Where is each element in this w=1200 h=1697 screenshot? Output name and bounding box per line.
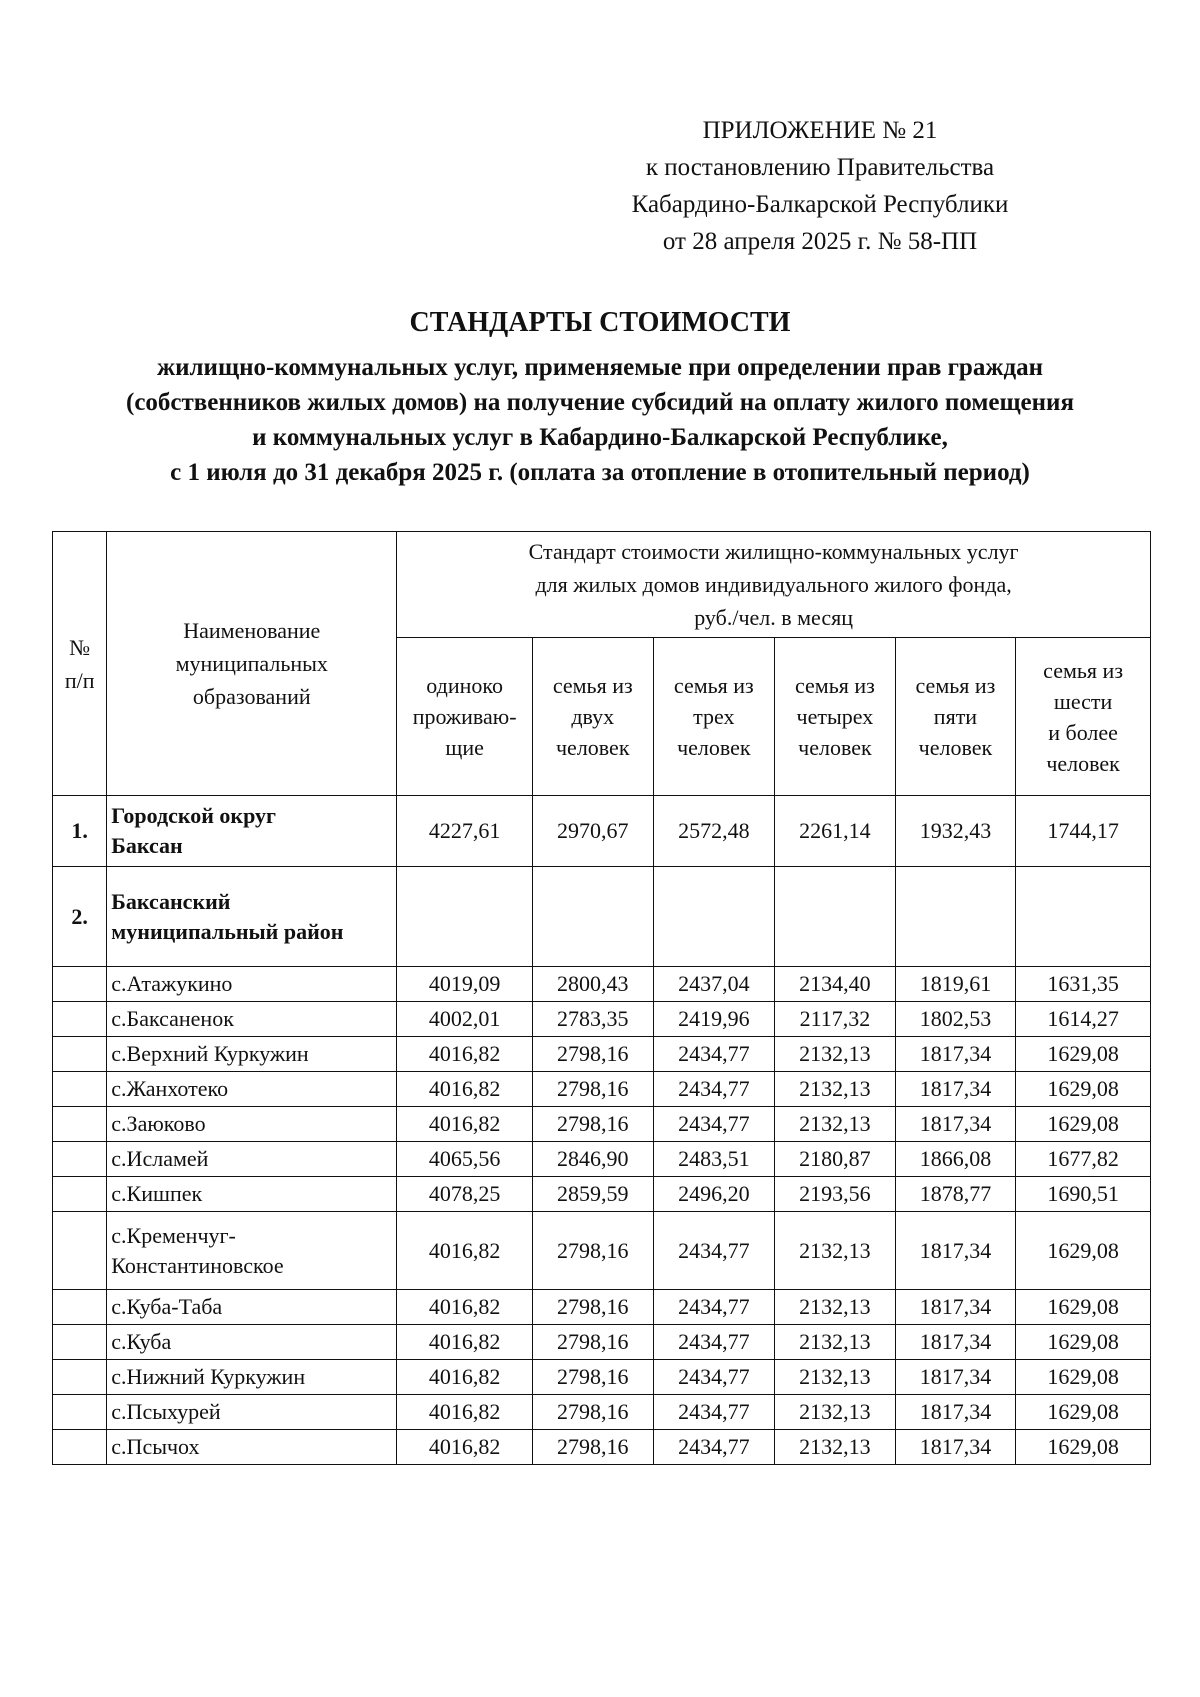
header-household-line: человек — [555, 735, 630, 760]
subtitle-line: (собственников жилых домов) на получение субсидий на оплату жилого помещения — [126, 389, 1074, 416]
cost-value: 1817,34 — [895, 1290, 1016, 1325]
cost-value: 4016,82 — [397, 1360, 533, 1395]
header-household-line: трех — [693, 704, 735, 729]
cost-value: 1629,08 — [1016, 1290, 1151, 1325]
cost-value: 4016,82 — [397, 1072, 533, 1107]
header-household-line: семья из — [552, 673, 633, 698]
subtitle-line: и коммунальных услуг в Кабардино-Балкарской Республике, — [252, 424, 948, 451]
appendix-date: от 28 апреля 2025 г. № 58-ПП — [662, 228, 978, 255]
municipality-name-line: с.Атажукино — [111, 971, 233, 996]
cost-value: 4078,25 — [397, 1177, 533, 1212]
header-household-col — [895, 638, 1016, 796]
municipality-name-line: с.Баксаненок — [111, 1006, 234, 1031]
municipality-name-line: с.Заюково — [111, 1111, 206, 1136]
header-household-col — [653, 638, 775, 796]
cost-value: 1878,77 — [895, 1177, 1016, 1212]
cost-value: 1817,34 — [895, 1325, 1016, 1360]
municipality-name — [107, 967, 397, 1002]
municipality-name-line: Константиновское — [111, 1252, 284, 1278]
cost-value: 2132,13 — [775, 1072, 896, 1107]
cost-value: 2434,77 — [653, 1430, 775, 1465]
municipality-name — [107, 1290, 397, 1325]
header-municipality-line: муниципальных — [175, 651, 328, 676]
cost-value: 1932,43 — [895, 796, 1016, 867]
table-row — [53, 1325, 1151, 1360]
municipality-name-line: муниципальный район — [111, 918, 344, 944]
cost-value: 4016,82 — [397, 1037, 533, 1072]
cost-value: 2434,77 — [653, 1325, 775, 1360]
municipality-name-line: с.Кременчуг- — [111, 1222, 236, 1248]
municipality-name — [107, 1142, 397, 1177]
appendix-decree: к постановлению Правительства — [645, 154, 995, 181]
cost-value: 2132,13 — [775, 1107, 896, 1142]
header-cost-standard — [397, 532, 1151, 638]
cost-value — [895, 867, 1016, 967]
table-row — [53, 1037, 1151, 1072]
municipality-name-line: Баксан — [111, 833, 183, 858]
row-number — [53, 1290, 107, 1325]
cost-value: 2572,48 — [653, 796, 775, 867]
cost-value: 1629,08 — [1016, 1360, 1151, 1395]
header-household-col — [775, 638, 896, 796]
cost-value: 2783,35 — [532, 1002, 653, 1037]
row-number — [53, 1395, 107, 1430]
municipality-name — [107, 1430, 397, 1465]
cost-value: 2132,13 — [775, 1395, 896, 1430]
cost-value: 2846,90 — [532, 1142, 653, 1177]
municipality-name-line: с.Кишпек — [111, 1181, 203, 1206]
cost-value: 2132,13 — [775, 1290, 896, 1325]
cost-value: 2134,40 — [775, 967, 896, 1002]
cost-value: 1817,34 — [895, 1430, 1016, 1465]
municipality-name — [107, 1212, 397, 1290]
table-row — [53, 1395, 1151, 1430]
cost-value: 2117,32 — [775, 1002, 896, 1037]
appendix-block — [560, 112, 1080, 260]
municipality-name-line: с.Нижний Куркужин — [111, 1364, 306, 1389]
cost-value: 2132,13 — [775, 1037, 896, 1072]
cost-value: 1629,08 — [1016, 1107, 1151, 1142]
municipality-name-line: с.Исламей — [111, 1146, 209, 1171]
table-body — [53, 796, 1151, 1465]
header-num — [53, 532, 107, 796]
header-household-line: семья из — [1043, 657, 1124, 683]
header-group-line: для жилых домов индивидуального жилого фонда, — [535, 572, 1012, 597]
row-number — [53, 967, 107, 1002]
header-household-line: и более — [1048, 719, 1118, 745]
municipality-name — [107, 867, 397, 967]
cost-value: 2437,04 — [653, 967, 775, 1002]
cost-value: 4065,56 — [397, 1142, 533, 1177]
row-number — [53, 1002, 107, 1037]
cost-value: 2798,16 — [532, 1430, 653, 1465]
cost-value: 2180,87 — [775, 1142, 896, 1177]
cost-value: 2261,14 — [775, 796, 896, 867]
row-number: 1. — [53, 796, 107, 867]
municipality-name-line: Баксанский — [111, 888, 231, 914]
cost-value: 1690,51 — [1016, 1177, 1151, 1212]
row-number — [53, 1430, 107, 1465]
cost-value: 4016,82 — [397, 1107, 533, 1142]
cost-value: 2434,77 — [653, 1360, 775, 1395]
document-subtitle — [60, 350, 1140, 490]
cost-value: 4016,82 — [397, 1395, 533, 1430]
header-municipality — [107, 532, 397, 796]
cost-value: 2434,77 — [653, 1290, 775, 1325]
row-number — [53, 1072, 107, 1107]
cost-value: 1629,08 — [1016, 1037, 1151, 1072]
header-household-line: проживаю- — [412, 704, 517, 729]
table-row — [53, 1360, 1151, 1395]
cost-value: 2434,77 — [653, 1212, 775, 1290]
row-number: 2. — [53, 867, 107, 967]
cost-value: 1629,08 — [1016, 1325, 1151, 1360]
cost-value: 1817,34 — [895, 1360, 1016, 1395]
header-num-abbr: п/п — [64, 667, 95, 693]
cost-value: 4016,82 — [397, 1212, 533, 1290]
cost-value: 2859,59 — [532, 1177, 653, 1212]
cost-value: 2496,20 — [653, 1177, 775, 1212]
row-number — [53, 1325, 107, 1360]
cost-value — [397, 867, 533, 967]
table-row — [53, 1177, 1151, 1212]
municipality-name-line: с.Верхний Куркужин — [111, 1041, 309, 1066]
scan-mark — [951, 1657, 952, 1697]
cost-value: 2798,16 — [532, 1395, 653, 1430]
header-municipality-line: образований — [192, 684, 311, 709]
cost-value: 1629,08 — [1016, 1430, 1151, 1465]
header-household-col — [1016, 638, 1151, 796]
municipality-name — [107, 796, 397, 867]
subtitle-line: с 1 июля до 31 декабря 2025 г. (оплата за отопление в отопительный период) — [170, 459, 1030, 486]
municipality-name-line: с.Куба — [111, 1329, 172, 1354]
cost-value: 1631,35 — [1016, 967, 1151, 1002]
row-number — [53, 1107, 107, 1142]
cost-value: 1744,17 — [1016, 796, 1151, 867]
cost-value: 4019,09 — [397, 967, 533, 1002]
header-household-line: четырех — [796, 704, 874, 729]
cost-value: 1802,53 — [895, 1002, 1016, 1037]
cost-value: 1817,34 — [895, 1395, 1016, 1430]
cost-value: 2434,77 — [653, 1072, 775, 1107]
municipality-name-line: с.Псычох — [111, 1434, 200, 1459]
cost-value — [532, 867, 653, 967]
table-row — [53, 967, 1151, 1002]
header-row-top — [53, 532, 1151, 638]
table-row — [53, 1290, 1151, 1325]
cost-value — [653, 867, 775, 967]
cost-value: 2132,13 — [775, 1325, 896, 1360]
header-household-col — [397, 638, 533, 796]
cost-value: 1614,27 — [1016, 1002, 1151, 1037]
header-group-line: Стандарт стоимости жилищно-коммунальных услуг — [528, 539, 1019, 564]
cost-value: 1629,08 — [1016, 1072, 1151, 1107]
cost-value: 2798,16 — [532, 1107, 653, 1142]
municipality-name — [107, 1325, 397, 1360]
header-num-symbol: № — [69, 634, 91, 660]
cost-value: 2798,16 — [532, 1037, 653, 1072]
cost-value: 2434,77 — [653, 1107, 775, 1142]
municipality-name — [107, 1360, 397, 1395]
cost-value: 2800,43 — [532, 967, 653, 1002]
cost-value: 1817,34 — [895, 1107, 1016, 1142]
header-household-line: шести — [1053, 688, 1113, 714]
table-row — [53, 1430, 1151, 1465]
cost-value: 4016,82 — [397, 1290, 533, 1325]
header-household-line: человек — [1046, 750, 1120, 776]
municipality-name — [107, 1002, 397, 1037]
row-number — [53, 1037, 107, 1072]
row-number — [53, 1142, 107, 1177]
table-row — [53, 1212, 1151, 1290]
cost-value: 2132,13 — [775, 1212, 896, 1290]
cost-value: 2434,77 — [653, 1395, 775, 1430]
cost-standards-table — [52, 531, 1151, 1465]
municipality-name — [107, 1072, 397, 1107]
cost-value: 2798,16 — [532, 1212, 653, 1290]
appendix-republic: Кабардино-Балкарской Республики — [631, 191, 1009, 218]
header-household-line: человек — [918, 735, 993, 760]
header-household-line: семья из — [673, 673, 754, 698]
row-number — [53, 1177, 107, 1212]
document-title: СТАНДАРТЫ СТОИМОСТИ — [409, 307, 791, 338]
cost-value: 2798,16 — [532, 1290, 653, 1325]
municipality-name-line: с.Жанхотеко — [111, 1076, 229, 1101]
municipality-name-line: Городской округ — [111, 803, 277, 828]
row-number — [53, 1360, 107, 1395]
cost-value: 1629,08 — [1016, 1395, 1151, 1430]
cost-value: 2132,13 — [775, 1430, 896, 1465]
table-row — [53, 1142, 1151, 1177]
cost-value: 4016,82 — [397, 1430, 533, 1465]
table-row — [53, 867, 1151, 967]
cost-value: 1817,34 — [895, 1072, 1016, 1107]
header-household-line: человек — [798, 735, 872, 760]
header-household-line: пяти — [933, 704, 978, 729]
header-group-line: руб./чел. в месяц — [694, 605, 854, 630]
cost-value: 2798,16 — [532, 1072, 653, 1107]
subtitle-line: жилищно-коммунальных услуг, применяемые при определении прав граждан — [157, 354, 1043, 381]
header-municipality-line: Наименование — [183, 618, 321, 643]
cost-value: 1629,08 — [1016, 1212, 1151, 1290]
municipality-name — [107, 1107, 397, 1142]
table-row — [53, 796, 1151, 867]
header-household-line: семья из — [915, 673, 996, 698]
cost-value: 2798,16 — [532, 1360, 653, 1395]
cost-value: 1677,82 — [1016, 1142, 1151, 1177]
cost-value: 4016,82 — [397, 1325, 533, 1360]
cost-value: 2419,96 — [653, 1002, 775, 1037]
cost-value: 2483,51 — [653, 1142, 775, 1177]
municipality-name — [107, 1395, 397, 1430]
cost-value: 4227,61 — [397, 796, 533, 867]
cost-value: 1866,08 — [895, 1142, 1016, 1177]
cost-value: 1817,34 — [895, 1212, 1016, 1290]
cost-value: 1819,61 — [895, 967, 1016, 1002]
header-household-line: двух — [571, 704, 615, 729]
municipality-name-line: с.Куба-Таба — [111, 1294, 223, 1319]
cost-value: 1817,34 — [895, 1037, 1016, 1072]
cost-value — [775, 867, 896, 967]
cost-value: 2970,67 — [532, 796, 653, 867]
cost-value: 2193,56 — [775, 1177, 896, 1212]
header-household-col — [532, 638, 653, 796]
cost-value: 4002,01 — [397, 1002, 533, 1037]
table-row — [53, 1002, 1151, 1037]
header-household-line: человек — [677, 735, 751, 760]
row-number — [53, 1212, 107, 1290]
municipality-name-line: с.Псыхурей — [111, 1399, 221, 1424]
cost-value: 2434,77 — [653, 1037, 775, 1072]
cost-value — [1016, 867, 1151, 967]
cost-value: 2798,16 — [532, 1325, 653, 1360]
municipality-name — [107, 1037, 397, 1072]
header-household-line: семья из — [794, 673, 875, 698]
header-household-line: одиноко — [426, 673, 503, 698]
header-household-line: щие — [445, 735, 484, 760]
municipality-name — [107, 1177, 397, 1212]
table-row — [53, 1072, 1151, 1107]
appendix-number: ПРИЛОЖЕНИЕ № 21 — [702, 117, 938, 144]
table-row — [53, 1107, 1151, 1142]
cost-value: 2132,13 — [775, 1360, 896, 1395]
